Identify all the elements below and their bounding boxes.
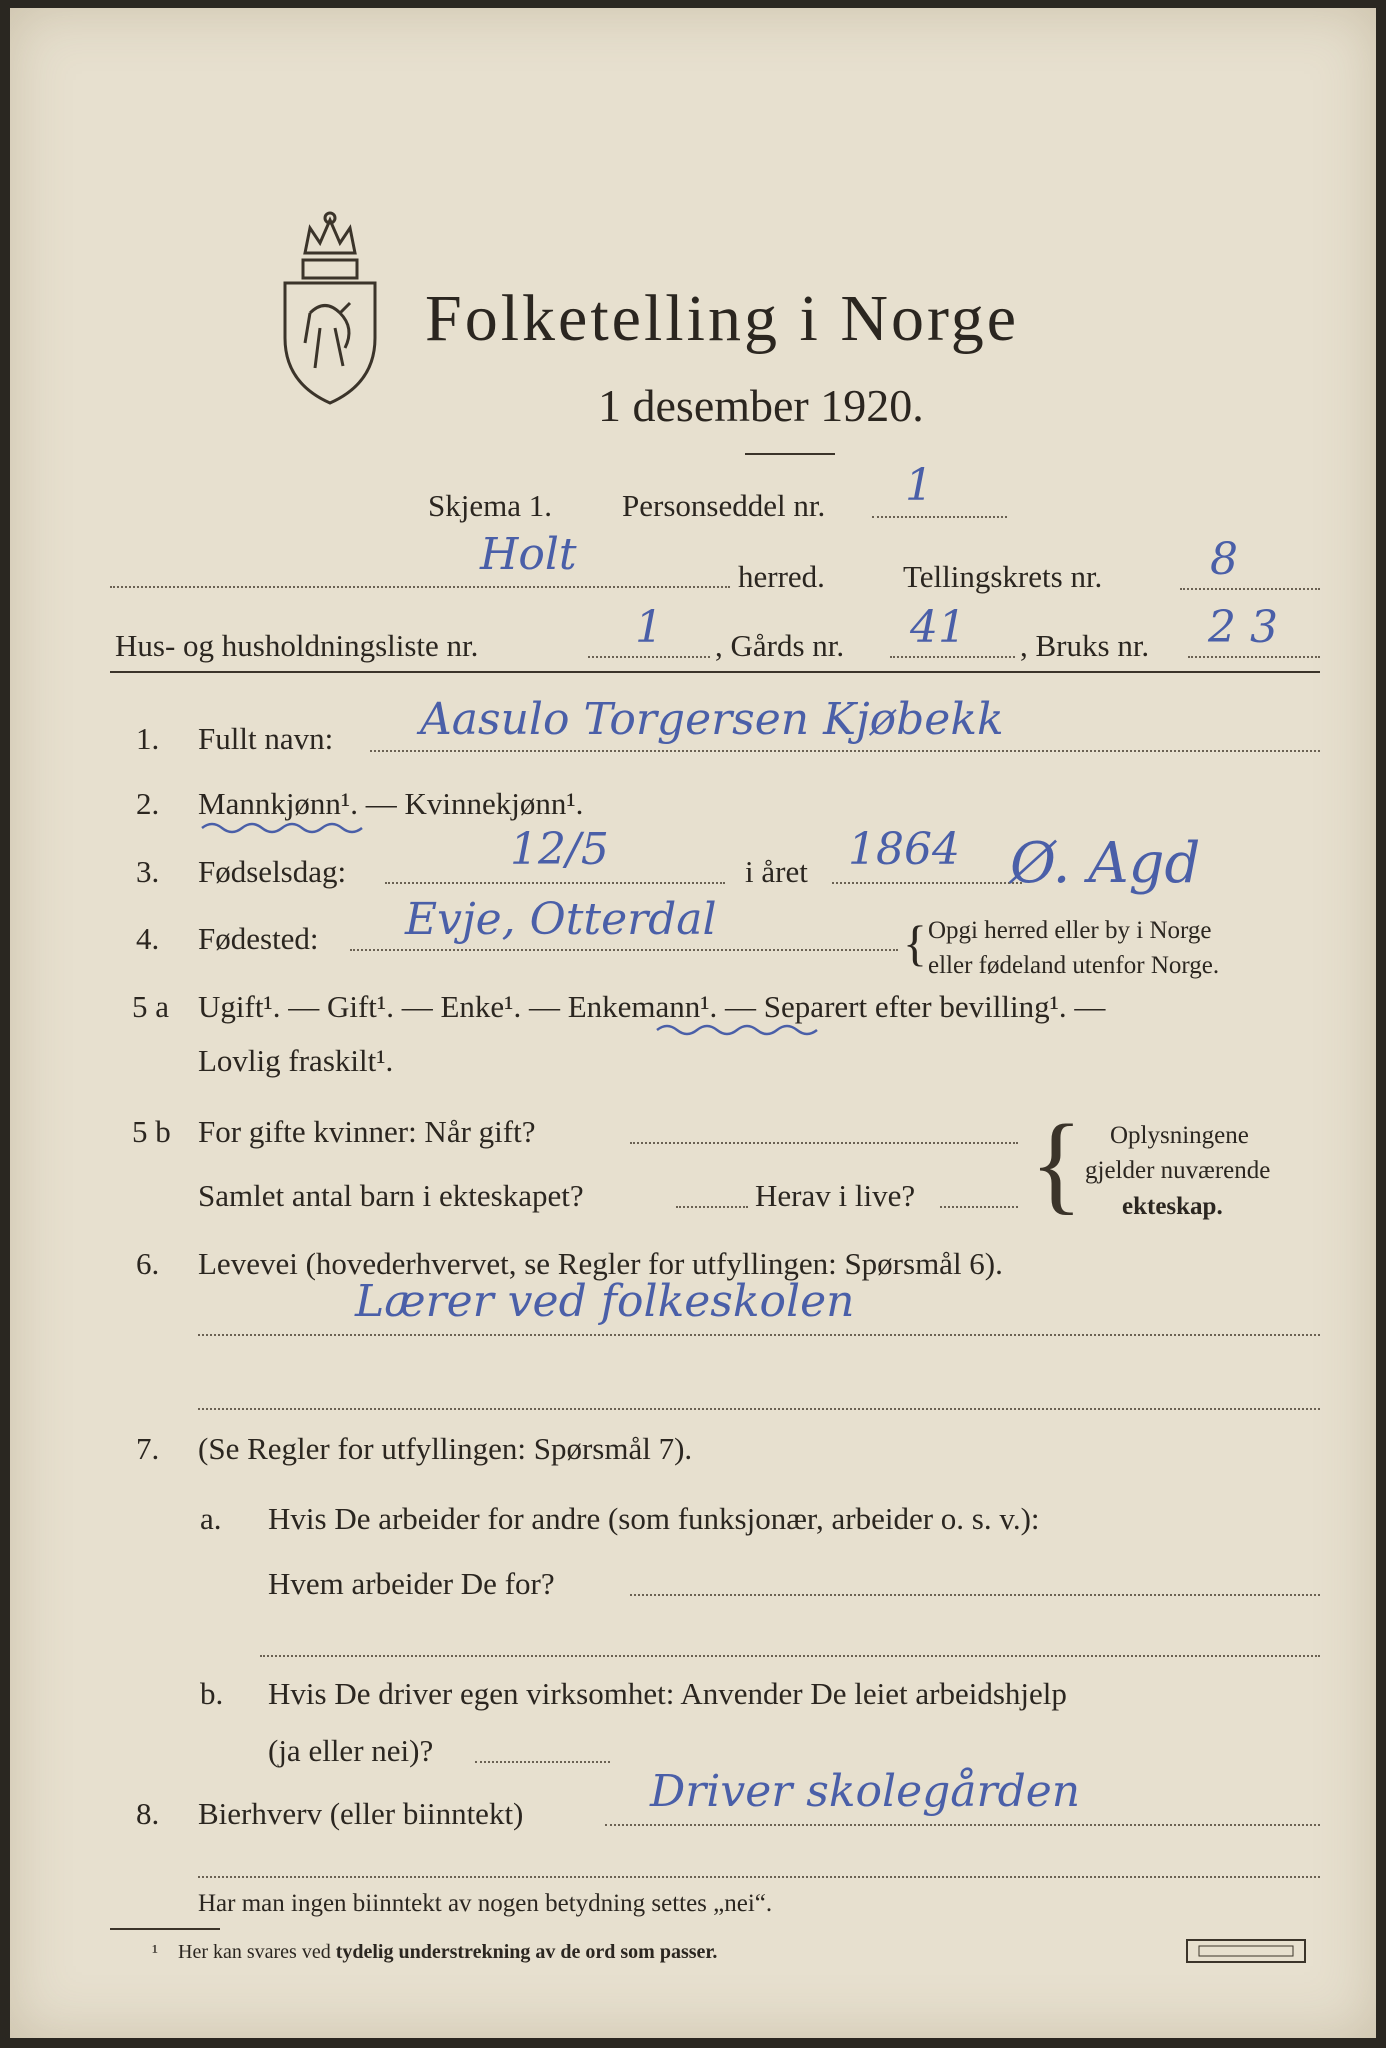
birthplace-value[interactable]: Evje, Otterdal — [405, 894, 717, 945]
enkemann-underline-mark — [655, 1020, 830, 1040]
header-divider — [110, 671, 1320, 673]
bruks-value[interactable]: 2 3 — [1208, 602, 1278, 653]
title-divider — [745, 453, 835, 455]
q4-number: 4. — [136, 921, 160, 956]
footnote-plain: Her kan svares ved — [178, 1941, 331, 1963]
q2-sex-options[interactable]: Mannkjønn¹. — Kvinnekjønn¹. — [198, 786, 584, 821]
birthplace-line — [350, 949, 898, 951]
tellingskrets-label: Tellingskrets nr. — [903, 559, 1103, 594]
tellingskrets-value[interactable]: 8 — [1210, 534, 1238, 585]
q7-label: (Se Regler for utfyllingen: Spørsmål 7). — [198, 1431, 693, 1466]
q7b-letter: b. — [200, 1676, 224, 1711]
full-name-value[interactable]: Aasulo Torgersen Kjøbekk — [420, 694, 1004, 745]
q8-label: Bierhverv (eller biinntekt) — [198, 1796, 524, 1831]
herred-line — [110, 586, 730, 588]
q5b-brace: { — [1030, 1102, 1083, 1224]
side-income-line-1 — [605, 1824, 1320, 1826]
herred-value[interactable]: Holt — [480, 529, 577, 580]
employer-line-1 — [630, 1594, 1320, 1596]
q5b-note-line3: ekteskap. — [1122, 1193, 1223, 1220]
gards-value[interactable]: 41 — [910, 602, 966, 653]
q5b-note-line2 — [1085, 1158, 1270, 1183]
q5b-married-when-label: For gifte kvinner: Når gift? — [198, 1114, 536, 1149]
q5b-number: 5 b — [132, 1114, 171, 1149]
occupation-line-2 — [198, 1408, 1320, 1410]
gards-label: , Gårds nr. — [715, 628, 845, 663]
birthplace-note-line2: eller fødeland utenfor Norge. — [928, 952, 1220, 979]
footnote-bold: tydelig understrekning av de ord som passer. — [335, 1941, 718, 1963]
q6-number: 6. — [136, 1246, 160, 1281]
q3-label: Fødselsdag: — [198, 854, 347, 889]
personseddel-label: Personseddel nr. — [622, 488, 826, 523]
husholdningsliste-line — [588, 656, 710, 658]
q5a-number: 5 a — [132, 989, 170, 1024]
birthplace-brace: { — [903, 915, 927, 971]
county-annotation-value[interactable]: Ø. Agd — [1010, 831, 1201, 896]
q5a-marital-options-line2[interactable]: Lovlig fraskilt¹. — [198, 1043, 394, 1078]
norway-coat-of-arms-emblem — [265, 208, 395, 408]
q7b-line2: (ja eller nei)? — [268, 1733, 434, 1768]
q5b-children-label: Samlet antal barn i ekteskapet? — [198, 1178, 584, 1213]
side-income-line-2 — [198, 1876, 1320, 1878]
employer-line-2 — [260, 1655, 1320, 1657]
census-form-page — [10, 8, 1376, 2038]
birthyear-value[interactable]: 1864 — [848, 824, 960, 875]
children-alive-line — [940, 1206, 1018, 1208]
herred-label: herred. — [738, 559, 825, 594]
no-income-note: Har man ingen biinntekt av nogen betydning settes „nei“. — [198, 1890, 773, 1917]
q1-label: Fullt navn: — [198, 721, 334, 756]
q7a-line1: Hvis De arbeider for andre (som funksjonær, arbeider o. s. v.): — [268, 1501, 1040, 1536]
gards-line — [890, 656, 1015, 658]
q7a-line2: Hvem arbeider De for? — [268, 1566, 555, 1601]
form-title: Folketelling i Norge — [425, 282, 1020, 355]
husholdningsliste-value[interactable]: 1 — [635, 602, 663, 653]
skjema-label: Skjema 1. — [428, 488, 552, 523]
q3-number: 3. — [136, 854, 160, 889]
q1-number: 1. — [136, 721, 160, 756]
footnote-number: ¹ — [152, 1941, 158, 1963]
footnote-divider — [110, 1928, 220, 1930]
birthplace-note-line1: Opgi herred eller by i Norge — [928, 917, 1212, 944]
husholdningsliste-label: Hus- og husholdningsliste nr. — [115, 628, 479, 663]
q4-label: Fødested: — [198, 921, 319, 956]
q8-number: 8. — [136, 1796, 160, 1831]
side-income-value[interactable]: Driver skolegården — [650, 1766, 1081, 1817]
birthdate-value[interactable]: 12/5 — [510, 824, 609, 875]
q5b-note-line2-text: gjelder nuværende — [1085, 1157, 1271, 1184]
birthyear-label: i året — [745, 854, 808, 889]
birthyear-line — [832, 882, 1022, 884]
q7b-line1: Hvis De driver egen virksomhet: Anvender De leiet arbeidshjelp — [268, 1676, 1067, 1711]
personseddel-line — [872, 516, 1007, 518]
printer-stamp — [1185, 1938, 1307, 1964]
occupation-line-1 — [198, 1334, 1320, 1336]
bruks-label: , Bruks nr. — [1020, 628, 1150, 663]
q1-line — [370, 750, 1320, 752]
tellingskrets-line — [1180, 588, 1320, 590]
q5b-note-line1: Oplysningene — [1110, 1122, 1249, 1149]
q5b-alive-label: Herav i live? — [755, 1178, 916, 1213]
q7a-letter: a. — [200, 1501, 222, 1536]
bruks-line — [1188, 656, 1320, 658]
married-when-line — [630, 1142, 1018, 1144]
personseddel-value[interactable]: 1 — [905, 460, 933, 511]
q7-number: 7. — [136, 1431, 160, 1466]
mannkjonn-underline-mark — [200, 816, 380, 838]
footnote-text — [178, 1942, 717, 1962]
birthdate-line — [385, 882, 725, 884]
q5a-marital-options[interactable]: Ugift¹. — Gift¹. — Enke¹. — Enkemann¹. — Separert efter bevilling¹. — — [198, 989, 1106, 1024]
children-count-line — [676, 1206, 748, 1208]
census-date: 1 desember 1920. — [598, 380, 924, 431]
q6-label: Levevei (hovederhvervet, se Regler for utfyllingen: Spørsmål 6). — [198, 1246, 1003, 1281]
q2-number: 2. — [136, 786, 160, 821]
occupation-value[interactable]: Lærer ved folkeskolen — [355, 1276, 855, 1327]
hired-help-line — [475, 1761, 610, 1763]
